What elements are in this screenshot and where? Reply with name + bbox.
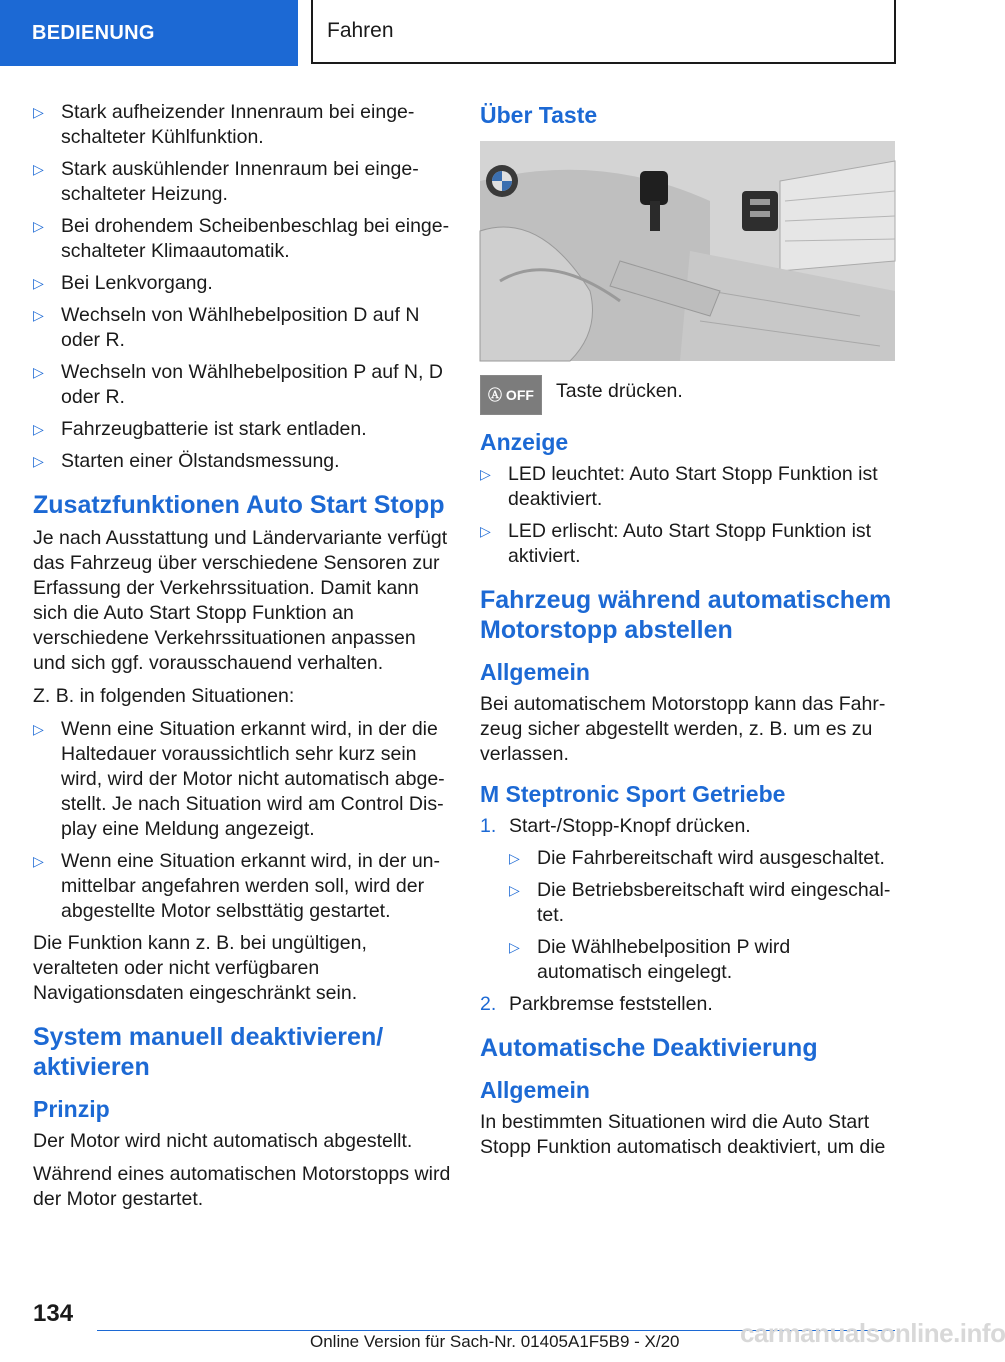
heading-fahrzeug-abstellen: Fahrzeug während automatischem Motorstopp abstellen (480, 586, 892, 644)
chapter-title: Fahren (311, 0, 896, 64)
page-header (0, 0, 960, 66)
paragraph-prinzip-1: Der Motor wird nicht automatisch abgestellt. (33, 1130, 413, 1152)
list-item: ▷ Wechseln von Wählhebelposition D auf N oder R. (33, 303, 451, 353)
heading-prinzip: Prinzip (33, 1096, 110, 1122)
heading-anzeige: Anzeige (480, 429, 569, 455)
step-number: 1. (480, 815, 497, 837)
paragraph-funktion: Die Funktion kann z. B. bei ungültigen, veralteten oder nicht verfügbaren Navigationsdaten eingeschränkt sein. (33, 932, 367, 1004)
instruction-text: Taste drücken. (556, 380, 683, 402)
heading-m-steptronic: M Steptronic Sport Getriebe (480, 781, 786, 807)
list-item: ▷ Fahrzeugbatterie ist stark entladen. (33, 417, 451, 442)
heading-system-manuell: System manuell deaktivieren/ aktivieren (33, 1023, 384, 1081)
steps-list (480, 814, 900, 1017)
paragraph-allgemein-1: Bei automatischem Motorstopp kann das Fahrzeug sicher abgestellt werden, z. B. um es zu verlassen. (480, 693, 886, 765)
heading-ueber-taste: Über Taste (480, 102, 598, 128)
auto-start-stop-off-icon: Ⓐ OFF (480, 375, 542, 415)
list-item: ▷ Stark aufheizender Innenraum bei eingeschalteter Kühlfunktion. (33, 100, 451, 150)
list-item: ▷ Die Betriebsbereitschaft wird eingeschaltet. (509, 878, 900, 928)
list-item: ▷ Wechseln von Wählhebelposition P auf N, D oder R. (33, 360, 451, 410)
list-item (480, 992, 900, 1017)
list-item: ▷ Die Wählhebelposition P wird automatisch eingelegt. (509, 935, 900, 985)
list-item (480, 814, 900, 985)
instruction-taste (480, 375, 900, 415)
step-text: Parkbremse feststellen. (509, 993, 713, 1015)
list-item: ▷ Wenn eine Situation erkannt wird, in der die Haltedauer voraussichtlich sehr kurz sein wird, wird der Motor nicht automatisch abgestellt. Je nach Situation wird am Control Display eine Meldung angezeigt. (33, 717, 451, 842)
step-number: 2. (480, 993, 497, 1015)
paragraph-allgemein-2: In bestimmten Situationen wird die Auto Start Stopp Funktion automatisch deaktiviert, um die (480, 1111, 886, 1158)
paragraph-prinzip-2: Während eines automatischen Motorstopps wird der Motor gestartet. (33, 1163, 451, 1210)
top-bullet-list (33, 100, 451, 474)
list-item: ▷ Bei drohendem Scheibenbeschlag bei eingeschalteter Klimaautomatik. (33, 214, 451, 264)
zb-bullet-list (33, 717, 451, 924)
online-version-note: Online Version für Sach-Nr. 01405A1F5B9 - X/20 (310, 1332, 680, 1351)
anzeige-bullet-list (480, 462, 900, 569)
right-column (480, 100, 900, 1168)
list-item: ▷ Wenn eine Situation erkannt wird, in der unmittelbar angefahren werden soll, wird der abgestellte Motor selbsttätig gestartet. (33, 849, 451, 924)
list-item: ▷ Die Fahrbereitschaft wird ausgeschaltet. (509, 846, 900, 871)
list-item: ▷ Bei Lenkvorgang. (33, 271, 451, 296)
list-item: ▷ Starten einer Ölstandsmessung. (33, 449, 451, 474)
heading-allgemein-2: Allgemein (480, 1077, 590, 1103)
cockpit-illustration (480, 141, 895, 361)
paragraph-zb: Z. B. in folgenden Situationen: (33, 685, 295, 707)
heading-automatische-deaktivierung: Automatische Deaktivierung (480, 1034, 818, 1062)
list-item: ▷ Stark auskühlender Innenraum bei eingeschalteter Heizung. (33, 157, 451, 207)
watermark: carmanualsonline.info (740, 1318, 1005, 1348)
cockpit-photo (480, 141, 895, 361)
heading-allgemein-1: Allgemein (480, 659, 590, 685)
list-item: ▷ LED erlischt: Auto Start Stopp Funktion ist aktiviert. (480, 519, 900, 569)
left-column (33, 100, 451, 1220)
paragraph-zusatzfunktionen: Je nach Ausstattung und Ländervariante verfügt das Fahrzeug über verschiedene Sensoren zur Erfassung der Verkehrssituation. Damit kann sich die Auto Start Stopp Funktion an verschiedene Verkehrssituationen anpassen und sich ggf. vorausschauend verhalten. (33, 527, 448, 674)
heading-zusatzfunktionen: Zusatzfunktionen Auto Start Stopp (33, 491, 445, 519)
page-number: 134 (33, 1300, 74, 1327)
step-sub-list (509, 846, 900, 985)
list-item: ▷ LED leuchtet: Auto Start Stopp Funktion ist deaktiviert. (480, 462, 900, 512)
step-text: Start-/Stopp-Knopf drücken. (509, 815, 751, 837)
section-tab: BEDIENUNG (0, 0, 298, 66)
